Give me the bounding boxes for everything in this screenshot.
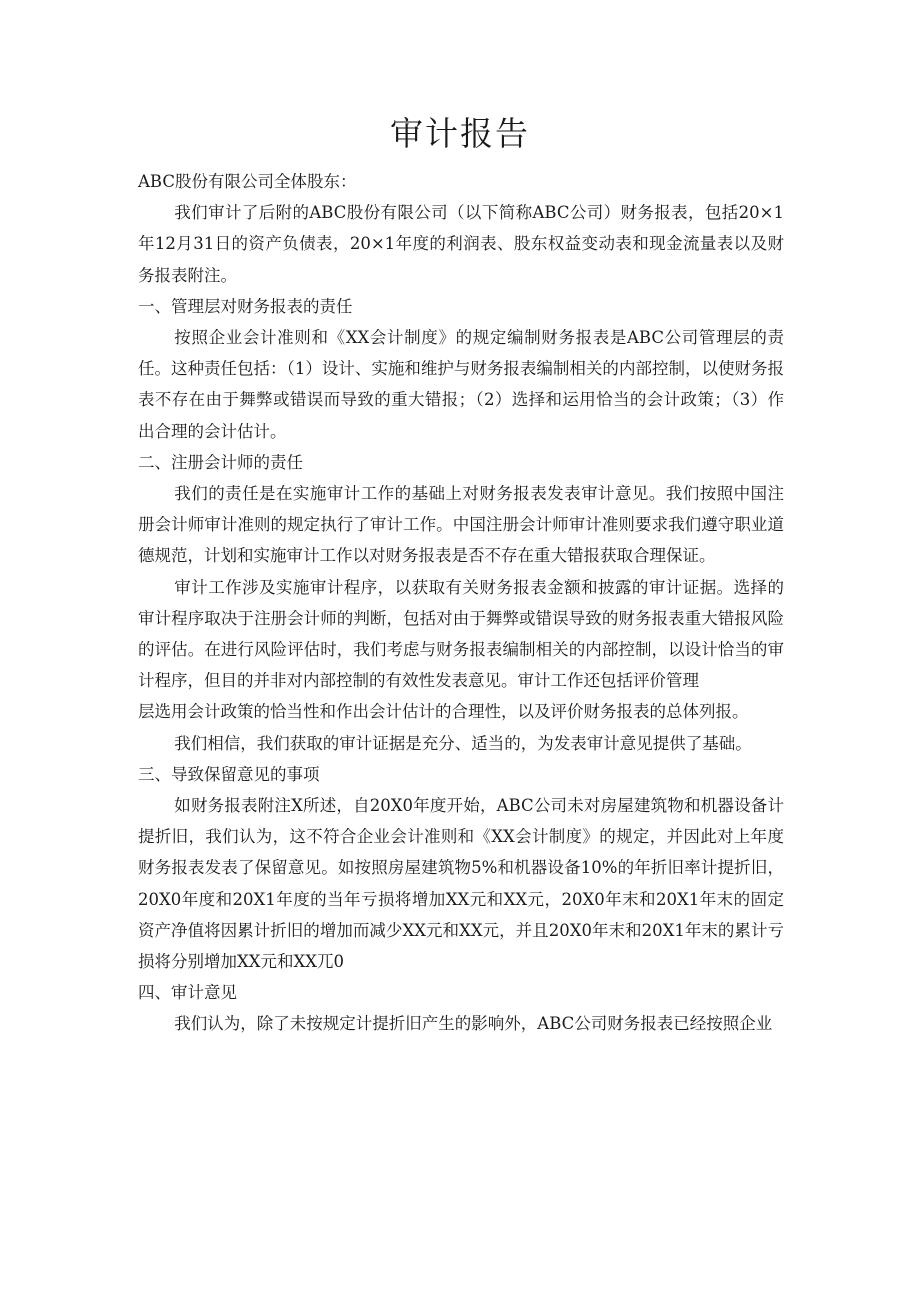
document-body [138, 166, 784, 1040]
section-2-paragraph-2b: 层选用会计政策的恰当性和作出会计估计的合理性，以及评价财务报表的总体列报。 [138, 702, 749, 722]
section-3-paragraph: 如财务报表附注X所述，自20X0年度开始，ABC公司未对房屋建筑物和机器设备计提折旧，我们认为，这不符合企业会计准则和《XX会计制度》的规定，并因此对上年度财务报表发表了保留意见。如按照房屋建筑物5%和机器设备10%的年折旧率计提折旧，20X0年度和20X1年度的当年亏损将增加XX元和XX元，20X0年末和20X1年末的固定资产净值将因累计折旧的增加而减少XX元和XX元，并且20X0年末和20X1年末的累计亏损将分别增加XX元和XX兀0 [138, 796, 784, 972]
section-4-heading: 四、审计意见 [138, 983, 237, 1003]
salutation: ABC股份有限公司全体股东： [138, 172, 357, 191]
section-2-paragraph-3: 我们相信，我们获取的审计证据是充分、适当的，为发表审计意见提供了基础。 [174, 733, 752, 753]
section-1-paragraph: 按照企业会计准则和《XX会计制度》的规定编制财务报表是ABC公司管理层的责任。这种责任包括：（1）设计、实施和维护与财务报表编制相关的内部控制，以使财务报表不存在由于舞弊或错误而导致的重大错报；（2）选择和运用恰当的会计政策；（3）作出合理的会计估计。 [138, 328, 784, 441]
section-4-paragraph: 我们认为，除了未按规定计提折旧产生的影响外，ABC公司财务报表已经按照企业 [174, 1014, 773, 1034]
section-1-heading: 一、管理层对财务报表的责任 [138, 296, 353, 316]
section-2-paragraph-1: 我们的责任是在实施审计工作的基础上对财务报表发表审计意见。我们按照中国注册会计师审计准则的规定执行了审计工作。中国注册会计师审计准则要求我们遵守职业道德规范，计划和实施审计工作以对财务报表是否不存在重大错报获取合理保证。 [138, 484, 784, 566]
intro-paragraph: 我们审计了后附的ABC股份有限公司（以下简称ABC公司）财务报表，包括20×1年12月31日的资产负债表，20×1年度的利润表、股东权益变动表和现金流量表以及财务报表附注。 [138, 203, 784, 285]
section-3-heading: 三、导致保留意见的事项 [138, 764, 320, 784]
section-2-paragraph-2a: 审计工作涉及实施审计程序，以获取有关财务报表金额和披露的审计证据。选择的审计程序取决于注册会计师的判断，包括对由于舞弊或错误导致的财务报表重大错报风险的评估。在进行风险评估时，我们考虑与财务报表编制相关的内部控制，以设计恰当的审计程序，但目的并非对内部控制的有效性发表意见。审计工作还包括评价管理 [138, 577, 784, 691]
section-2-heading: 二、注册会计师的责任 [138, 452, 303, 472]
document-title: 审计报告 [390, 114, 530, 153]
